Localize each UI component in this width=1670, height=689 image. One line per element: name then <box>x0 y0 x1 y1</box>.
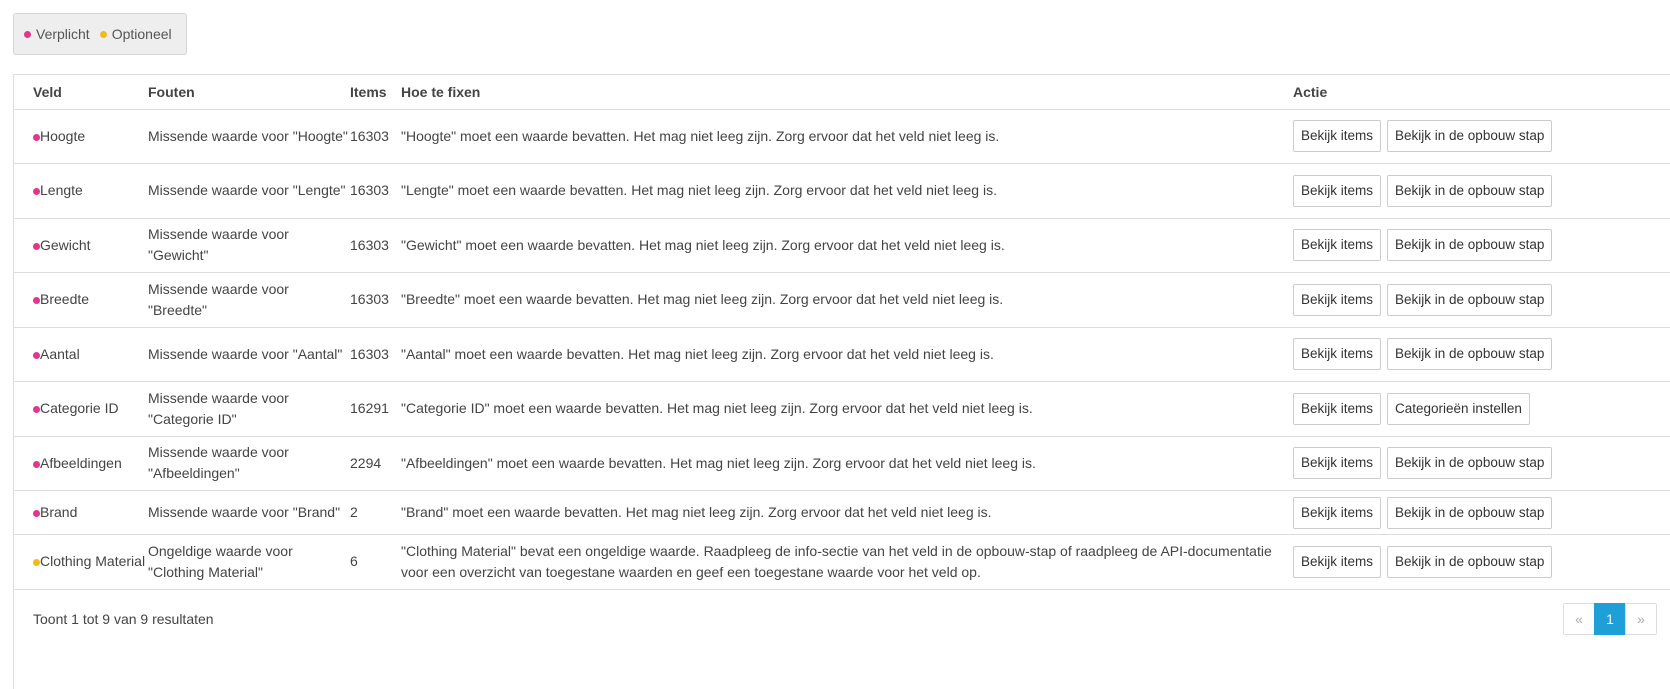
cell-fout: Missende waarde voor "Lengte" <box>148 164 350 219</box>
table-row <box>14 491 1670 535</box>
errors-table <box>14 75 1670 590</box>
cell-fix: "Afbeeldingen" moet een waarde bevatten. Het mag niet leeg zijn. Zorg ervoor dat het veld niet leeg is. <box>401 436 1293 491</box>
pagination <box>1564 603 1657 635</box>
cell-fout: Missende waarde voor "Gewicht" <box>148 218 350 273</box>
view-items-button[interactable]: Bekijk items <box>1293 393 1381 425</box>
header-fix: Hoe te fixen <box>401 75 1293 109</box>
cell-items: 2294 <box>350 436 401 491</box>
cell-fout: Missende waarde voor "Aantal" <box>148 327 350 382</box>
header-veld: Veld <box>14 75 148 109</box>
cell-fix: "Hoogte" moet een waarde bevatten. Het mag niet leeg zijn. Zorg ervoor dat het veld niet leeg is. <box>401 109 1293 164</box>
required-dot-icon <box>33 406 40 413</box>
legend-box <box>13 13 187 55</box>
view-build-step-button[interactable]: Bekijk in de opbouw stap <box>1387 497 1552 529</box>
cell-items: 6 <box>350 535 401 590</box>
veld-name: Clothing Material <box>40 553 146 570</box>
cell-fout: Missende waarde voor "Hoogte" <box>148 109 350 164</box>
cell-actie <box>1293 436 1670 491</box>
cell-fix: "Aantal" moet een waarde bevatten. Het mag niet leeg zijn. Zorg ervoor dat het veld niet leeg is. <box>401 327 1293 382</box>
cell-veld <box>14 327 148 382</box>
cell-actie <box>1293 535 1670 590</box>
header-actie: Actie <box>1293 75 1670 109</box>
required-dot-icon <box>33 134 40 141</box>
view-items-button[interactable]: Bekijk items <box>1293 546 1381 578</box>
view-items-button[interactable]: Bekijk items <box>1293 447 1381 479</box>
veld-name: Gewicht <box>40 236 91 253</box>
legend-required <box>24 26 90 42</box>
legend-optional-label: Optioneel <box>111 26 172 42</box>
cell-veld <box>14 436 148 491</box>
table-row <box>14 273 1670 328</box>
veld-name: Lengte <box>40 182 83 199</box>
veld-name: Breedte <box>40 291 90 308</box>
view-build-step-button[interactable]: Bekijk in de opbouw stap <box>1387 338 1552 370</box>
legend-optional <box>100 26 172 42</box>
cell-actie <box>1293 109 1670 164</box>
view-build-step-button[interactable]: Bekijk in de opbouw stap <box>1387 284 1552 316</box>
table-row <box>14 436 1670 491</box>
optional-dot-icon <box>100 31 107 38</box>
required-dot-icon <box>33 243 40 250</box>
cell-items: 16303 <box>350 164 401 219</box>
cell-fix: "Brand" moet een waarde bevatten. Het mag niet leeg zijn. Zorg ervoor dat het veld niet leeg is. <box>401 491 1293 535</box>
view-items-button[interactable]: Bekijk items <box>1293 229 1381 261</box>
cell-veld <box>14 491 148 535</box>
cell-actie <box>1293 218 1670 273</box>
set-categories-button[interactable]: Categorieën instellen <box>1387 393 1530 425</box>
cell-veld <box>14 164 148 219</box>
cell-items: 16303 <box>350 218 401 273</box>
veld-name: Brand <box>40 504 78 520</box>
legend-required-label: Verplicht <box>36 26 90 42</box>
next-page-button[interactable]: » <box>1625 603 1657 635</box>
cell-items: 16303 <box>350 327 401 382</box>
cell-veld <box>14 218 148 273</box>
required-dot-icon <box>33 461 40 468</box>
cell-fout: Missende waarde voor "Categorie ID" <box>148 382 350 437</box>
view-build-step-button[interactable]: Bekijk in de opbouw stap <box>1387 229 1552 261</box>
table-row <box>14 382 1670 437</box>
cell-items: 16303 <box>350 109 401 164</box>
view-items-button[interactable]: Bekijk items <box>1293 175 1381 207</box>
cell-items: 16303 <box>350 273 401 328</box>
optional-dot-icon <box>33 559 40 566</box>
veld-name: Aantal <box>40 345 80 362</box>
cell-fout: Missende waarde voor "Brand" <box>148 491 350 535</box>
view-build-step-button[interactable]: Bekijk in de opbouw stap <box>1387 175 1552 207</box>
table-row <box>14 218 1670 273</box>
cell-veld <box>14 382 148 437</box>
view-items-button[interactable]: Bekijk items <box>1293 338 1381 370</box>
cell-fix: "Breedte" moet een waarde bevatten. Het mag niet leeg zijn. Zorg ervoor dat het veld niet leeg is. <box>401 273 1293 328</box>
cell-actie <box>1293 382 1670 437</box>
cell-fix: "Clothing Material" bevat een ongeldige waarde. Raadpleeg de info-sectie van het veld in de opbouw-stap of raadpleeg de API-documentatie voor een overzicht van toegestane waarden en geef een toegestane waarde voor het veld op. <box>401 535 1293 590</box>
cell-veld <box>14 273 148 328</box>
veld-name: Hoogte <box>40 127 86 144</box>
view-items-button[interactable]: Bekijk items <box>1293 120 1381 152</box>
cell-fix: "Gewicht" moet een waarde bevatten. Het mag niet leeg zijn. Zorg ervoor dat het veld niet leeg is. <box>401 218 1293 273</box>
cell-fout: Missende waarde voor "Afbeeldingen" <box>148 436 350 491</box>
cell-items: 16291 <box>350 382 401 437</box>
cell-items: 2 <box>350 491 401 535</box>
required-dot-icon <box>33 510 40 517</box>
veld-name: Afbeeldingen <box>40 454 122 471</box>
header-items: Items <box>350 75 401 109</box>
cell-fix: "Categorie ID" moet een waarde bevatten. Het mag niet leeg zijn. Zorg ervoor dat het veld niet leeg is. <box>401 382 1293 437</box>
table-row <box>14 535 1670 590</box>
veld-name: Categorie ID <box>40 400 119 417</box>
required-dot-icon <box>33 188 40 195</box>
view-build-step-button[interactable]: Bekijk in de opbouw stap <box>1387 120 1552 152</box>
header-fouten: Fouten <box>148 75 350 109</box>
required-dot-icon <box>33 352 40 359</box>
view-items-button[interactable]: Bekijk items <box>1293 497 1381 529</box>
errors-panel <box>13 74 1670 689</box>
cell-veld <box>14 535 148 590</box>
view-items-button[interactable]: Bekijk items <box>1293 284 1381 316</box>
table-row <box>14 164 1670 219</box>
cell-veld <box>14 109 148 164</box>
page-1-button[interactable]: 1 <box>1594 603 1626 635</box>
cell-actie <box>1293 164 1670 219</box>
view-build-step-button[interactable]: Bekijk in de opbouw stap <box>1387 546 1552 578</box>
cell-fout: Ongeldige waarde voor "Clothing Material" <box>148 535 350 590</box>
results-summary: Toont 1 tot 9 van 9 resultaten <box>33 611 214 627</box>
required-dot-icon <box>24 31 31 38</box>
table-header-row <box>14 75 1670 109</box>
table-row <box>14 327 1670 382</box>
cell-fix: "Lengte" moet een waarde bevatten. Het mag niet leeg zijn. Zorg ervoor dat het veld niet leeg is. <box>401 164 1293 219</box>
table-footer <box>14 589 1670 649</box>
cell-actie <box>1293 327 1670 382</box>
cell-fout: Missende waarde voor "Breedte" <box>148 273 350 328</box>
required-dot-icon <box>33 297 40 304</box>
cell-actie <box>1293 491 1670 535</box>
table-row <box>14 109 1670 164</box>
prev-page-button[interactable]: « <box>1563 603 1595 635</box>
view-build-step-button[interactable]: Bekijk in de opbouw stap <box>1387 447 1552 479</box>
cell-actie <box>1293 273 1670 328</box>
